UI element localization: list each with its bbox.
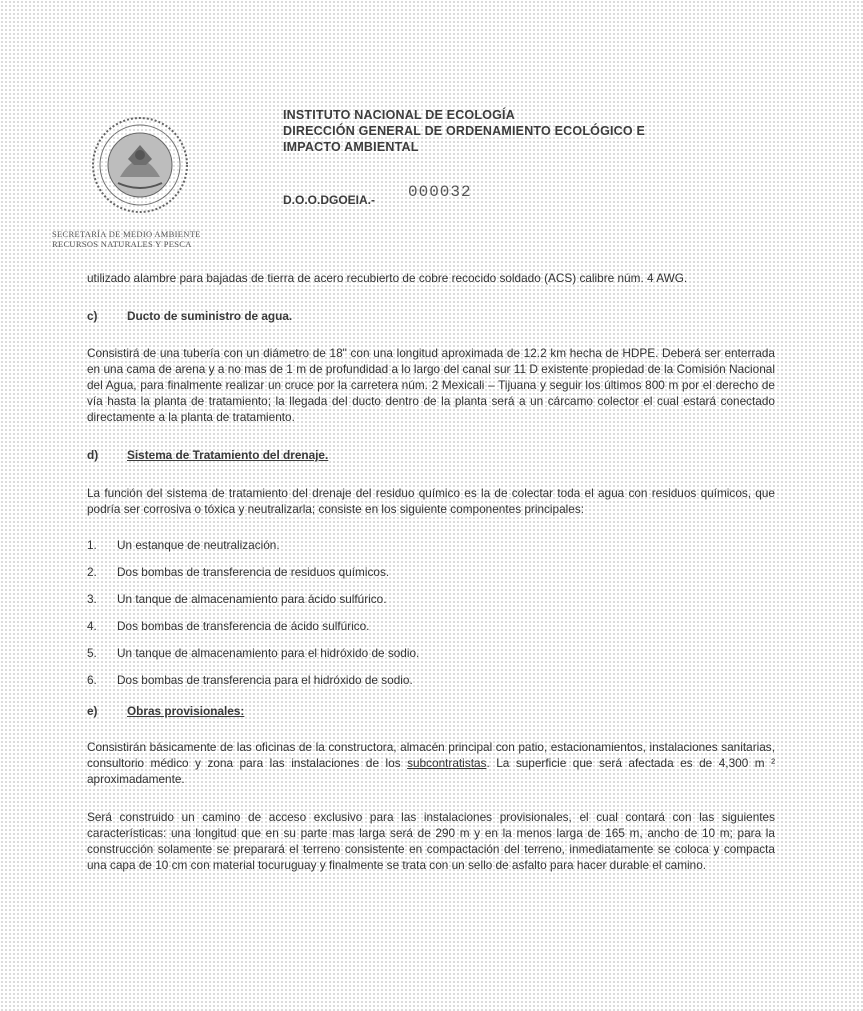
seal-caption-line1: SECRETARÍA DE MEDIO AMBIENTE [52, 229, 201, 239]
list-item: 6. Dos bombas de transferencia para el hidróxido de sodio. [87, 673, 413, 687]
header-line1: INSTITUTO NACIONAL DE ECOLOGÍA [283, 108, 515, 122]
list-item: 1. Un estanque de neutralización. [87, 538, 280, 552]
components-list [87, 537, 775, 699]
document-body [87, 270, 775, 873]
section-c-paragraph: Consistirá de una tubería con un diámetro de 18" con una longitud aproximada de 12.2 km hecha de HDPE. Deberá ser enterrada en una cama de arena y a no mas de 1 m de profundidad a lo largo del canal sur 11 D existente propiedad de la Comisión Nacional del Agua, para finalmente realizar un cruce por la carretera núm. 2 Mexicali – Tijuana y seguir los últimos 800 m por el derecho de vía hasta la planta de tratamiento; la llegada del ducto dentro de la planta será a un cárcamo colector el cual estará conectado directamente a la planta de tratamiento. [87, 346, 775, 424]
header-line3: IMPACTO AMBIENTAL [283, 140, 419, 154]
intro-paragraph: utilizado alambre para bajadas de tierra de acero recubierto de cobre recocido soldado (ACS) calibre núm. 4 AWG. [87, 271, 688, 285]
list-item: 2. Dos bombas de transferencia de residuos químicos. [87, 565, 390, 579]
section-e-title: Obras provisionales: [127, 704, 245, 718]
section-d-title: Sistema de Tratamiento del drenaje. [127, 448, 329, 462]
national-seal-icon [90, 115, 190, 215]
section-e-heading [87, 703, 775, 719]
section-e-letter: e) [87, 704, 98, 718]
reference-number: 000032 [408, 183, 472, 201]
list-item: 5. Un tanque de almacenamiento para el hidróxido de sodio. [87, 646, 420, 660]
section-c-letter: c) [87, 309, 98, 323]
reference-label: D.O.O.DGOEIA.- [283, 193, 376, 207]
section-c-title: Ducto de suministro de agua. [127, 309, 293, 323]
section-d-letter: d) [87, 448, 99, 462]
seal-caption-line2: RECURSOS NATURALES Y PESCA [52, 239, 192, 249]
letterhead [283, 107, 763, 155]
section-e-paragraph-2: Será construido un camino de acceso exclusivo para las instalaciones provisionales, el cual contará con las siguientes características: una longitud que en su parte mas larga será de 290 m y en la menos larga de 165 m, ancho de 10 m; para la construcción solamente se preparará el terreno consistente en compactación del terreno, inmediatamente se coloca y compacta una capa de 10 cm con material tocuruguay y finalmente se trata con un sello de asfalto para hacer durable el camino. [87, 810, 775, 872]
header-line2: DIRECCIÓN GENERAL DE ORDENAMIENTO ECOLÓGICO E [283, 124, 646, 138]
section-d-heading [87, 447, 775, 463]
section-d-paragraph: La función del sistema de tratamiento del drenaje del residuo químico es la de colectar toda el agua con residuos químicos, que podría ser corrosiva o tóxica y neutralizarla; consiste en los siguiente componentes principales: [87, 486, 775, 516]
section-e-paragraph-1: Consistirán básicamente de las oficinas de la constructora, almacén principal con patio, estacionamientos, instalaciones sanitarias, consultorio médico y zona para las instalaciones de los subcontratistas. La superficie que será afectada es de 4,300 m ² aproximadamente. [87, 740, 775, 786]
section-c-heading [87, 308, 775, 324]
list-item: 4. Dos bombas de transferencia de ácido sulfúrico. [87, 619, 370, 633]
list-item: 3. Un tanque de almacenamiento para ácido sulfúrico. [87, 592, 387, 606]
seal-caption [52, 229, 252, 249]
